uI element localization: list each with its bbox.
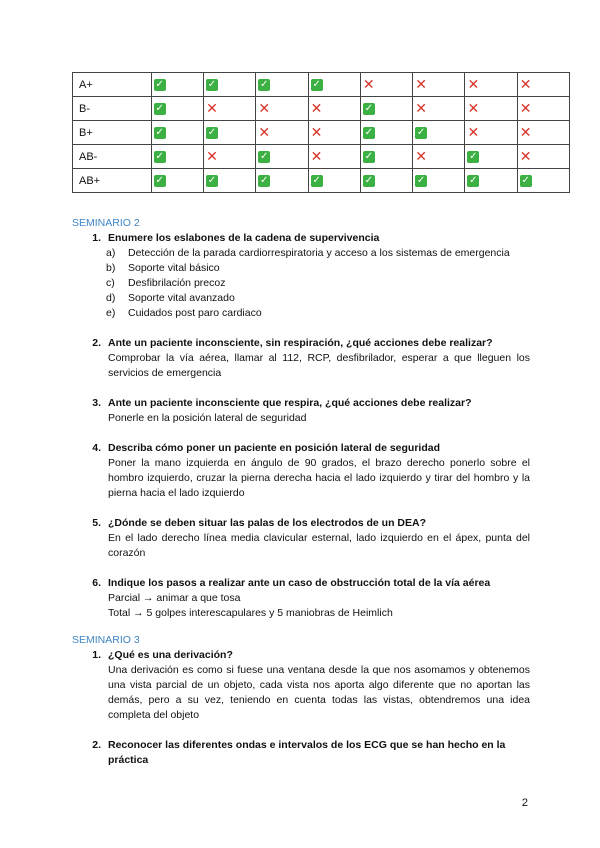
compatibility-cell (256, 73, 308, 97)
compatibility-cell (465, 73, 517, 97)
blood-type-label: A+ (73, 73, 152, 97)
check-icon: ✓ (207, 175, 217, 186)
check-icon: ✓ (155, 79, 164, 90)
compatibility-cell (413, 169, 465, 193)
blood-type-label: B+ (73, 121, 152, 145)
compatibility-cell (203, 145, 255, 169)
check-icon: ✓ (155, 151, 164, 162)
check-icon: ✓ (312, 175, 321, 186)
table-row (73, 145, 570, 169)
question-2: 2. Ante un paciente inconsciente, sin respiración, ¿qué acciones debe realizar? Comprobar la vía aérea, llamar al 112, RCP, desfibrilador, esperar a que lleguen los servicios de emergencia (92, 337, 530, 379)
cross-icon: ✕ (362, 75, 375, 92)
check-icon: ✓ (469, 151, 478, 162)
answer-text: En el lado derecho línea media clavicular esternal, lado izquierdo en el ápex, punta del corazón (108, 532, 530, 559)
compatibility-cell (308, 145, 360, 169)
cross-icon: ✕ (206, 147, 218, 164)
answer-text: Comprobar la vía aérea, llamar al 112, RCP, desfibrilador, esperar a que lleguen los servicios de emergencia (108, 352, 530, 379)
question-1: 1. Enumere los eslabones de la cadena de supervivencia (72, 231, 530, 246)
compatibility-cell (360, 97, 412, 121)
list-item: c) Desfibrilación precoz (106, 277, 226, 289)
check-icon: ✓ (207, 79, 217, 90)
section-heading-seminario-3: SEMINARIO 3 (72, 634, 140, 646)
question-3: 3. Ante un paciente inconsciente que respira, ¿qué acciones debe realizar? Ponerle en la posición lateral de seguridad (72, 396, 530, 426)
table-row (73, 73, 570, 97)
cross-icon: ✕ (415, 147, 427, 164)
check-icon: ✓ (416, 127, 426, 138)
blood-type-label: AB- (73, 145, 152, 169)
compatibility-cell (360, 169, 412, 193)
cross-icon: ✕ (415, 75, 427, 92)
cross-icon: ✕ (519, 147, 532, 164)
question-6: 6. Indique los pasos a realizar ante un caso de obstrucción total de la vía aérea Parcial → animar a que tosa Total → 5 golpes interescapulares y 5 maniobras de Heimlich (72, 576, 530, 621)
question-4: 4. Describa cómo poner un paciente en posición lateral de seguridad Poner la mano izquierda en ángulo de 90 grados, el brazo derecho ponerlo sobre el hombro izquierdo, cruzar la pierna derecha hacia el lado izquierdo y tirar del hombro y la pierna hacia el lado izquierdo (92, 442, 530, 499)
compatibility-cell (465, 169, 517, 193)
compatibility-cell (517, 145, 569, 169)
answer-line: Parcial → animar a que tosa (108, 592, 241, 604)
compatibility-cell (151, 169, 203, 193)
compatibility-cell (517, 97, 569, 121)
answer-text: Ponerle en la posición lateral de seguridad (108, 412, 307, 424)
cross-icon: ✕ (415, 99, 427, 116)
question-title: Ante un paciente inconsciente, sin respiración, ¿qué acciones debe realizar? (108, 337, 493, 349)
cross-icon: ✕ (519, 99, 532, 116)
check-icon: ✓ (260, 79, 269, 90)
check-icon: ✓ (207, 127, 217, 138)
check-icon: ✓ (364, 175, 373, 186)
compatibility-cell (413, 145, 465, 169)
answer-text: Poner la mano izquierda en ángulo de 90 grados, el brazo derecho ponerlo sobre el hombro izquierdo, cruzar la pierna derecha hacia el lado izquierdo y tirar del hombro y la pierna hacia el lado izquierdo (108, 457, 530, 499)
list-item: e) Cuidados post paro cardiaco (106, 307, 262, 319)
check-icon: ✓ (416, 175, 426, 186)
compatibility-cell (517, 121, 569, 145)
question-title: ¿Dónde se deben situar las palas de los electrodos de un DEA? (108, 517, 426, 529)
table-row (73, 121, 570, 145)
cross-icon: ✕ (258, 123, 271, 140)
compatibility-cell (465, 145, 517, 169)
compatibility-cell (308, 169, 360, 193)
cross-icon: ✕ (467, 75, 480, 92)
compatibility-cell (413, 97, 465, 121)
list-item: b) Soporte vital básico (106, 262, 220, 274)
blood-compatibility-table (72, 72, 570, 193)
question-title: Reconocer las diferentes ondas e intervalos de los ECG que se han hecho en la práctica (108, 739, 506, 766)
blood-type-label: AB+ (73, 169, 152, 193)
cross-icon: ✕ (310, 123, 323, 140)
check-icon: ✓ (364, 151, 373, 162)
compatibility-cell (413, 73, 465, 97)
compatibility-cell (308, 73, 360, 97)
question-title: Ante un paciente inconsciente que respira, ¿qué acciones debe realizar? (108, 397, 472, 409)
question-s3-2: 2. Reconocer las diferentes ondas e intervalos de los ECG que se han hecho en la práctica (72, 738, 530, 768)
section-heading-seminario-2: SEMINARIO 2 (72, 217, 140, 229)
compatibility-cell (308, 97, 360, 121)
compatibility-cell (256, 145, 308, 169)
compatibility-cell (256, 121, 308, 145)
cross-icon: ✕ (519, 123, 532, 140)
cross-icon: ✕ (519, 75, 532, 92)
compatibility-cell (203, 121, 255, 145)
cross-icon: ✕ (310, 147, 323, 164)
check-icon: ✓ (155, 103, 164, 114)
check-icon: ✓ (312, 79, 321, 90)
cross-icon: ✕ (206, 99, 218, 116)
compatibility-cell (360, 145, 412, 169)
compatibility-cell (151, 97, 203, 121)
compatibility-cell (465, 121, 517, 145)
cross-icon: ✕ (310, 99, 323, 116)
compatibility-cell (360, 73, 412, 97)
compatibility-cell (151, 145, 203, 169)
table-row (73, 97, 570, 121)
page-number: 2 (521, 797, 528, 809)
cross-icon: ✕ (467, 99, 480, 116)
question-title: Describa cómo poner un paciente en posición lateral de seguridad (108, 442, 441, 454)
check-icon: ✓ (364, 127, 373, 138)
cross-icon: ✕ (258, 99, 271, 116)
question-title: Enumere los eslabones de la cadena de supervivencia (108, 232, 380, 244)
check-icon: ✓ (155, 175, 164, 186)
answer-line: Total → 5 golpes interescapulares y 5 maniobras de Heimlich (108, 607, 393, 619)
list-item: a) Detección de la parada cardiorrespiratoria y acceso a los sistemas de emergencia (106, 247, 510, 259)
document-content (72, 216, 530, 768)
compatibility-cell (203, 73, 255, 97)
table-row (73, 169, 570, 193)
check-icon: ✓ (469, 175, 478, 186)
compatibility-cell (203, 169, 255, 193)
compatibility-cell (256, 169, 308, 193)
compatibility-cell (151, 121, 203, 145)
compatibility-cell (465, 97, 517, 121)
chain-of-survival-list (106, 246, 530, 321)
check-icon: ✓ (260, 175, 269, 186)
question-5: 5. ¿Dónde se deben situar las palas de los electrodos de un DEA? En el lado derecho línea media clavicular esternal, lado izquierdo en el ápex, punta del corazón (92, 517, 530, 559)
question-title: ¿Qué es una derivación? (108, 649, 233, 661)
compatibility-cell (203, 97, 255, 121)
blood-type-label: B- (73, 97, 152, 121)
question-s3-1: 1. ¿Qué es una derivación? Una derivación es como si fuese una ventana desde la que nos asomamos y obtenemos una vista parcial de un objeto, cada vista nos aporta algo diferente que no aportan las demás, pero a su vez, teniendo en cuenta todas las vistas, obtendremos una idea completa del objeto (92, 649, 530, 721)
cross-icon: ✕ (467, 123, 480, 140)
question-title: Indique los pasos a realizar ante un caso de obstrucción total de la vía aérea (108, 577, 491, 589)
compatibility-cell (517, 169, 569, 193)
compatibility-cell (360, 121, 412, 145)
compatibility-cell (256, 97, 308, 121)
compatibility-cell (308, 121, 360, 145)
compatibility-cell (517, 73, 569, 97)
check-icon: ✓ (155, 127, 164, 138)
compatibility-cell (151, 73, 203, 97)
answer-text: Una derivación es como si fuese una ventana desde la que nos asomamos y obtenemos una vista parcial de un objeto, cada vista nos aporta algo diferente que no aportan las demás, pero a su vez, teniendo en cuenta todas las vistas, obtendremos una idea completa del objeto (108, 664, 530, 721)
check-icon: ✓ (364, 103, 373, 114)
list-item: d) Soporte vital avanzado (106, 292, 235, 304)
check-icon: ✓ (521, 175, 530, 186)
compatibility-cell (413, 121, 465, 145)
check-icon: ✓ (260, 151, 269, 162)
